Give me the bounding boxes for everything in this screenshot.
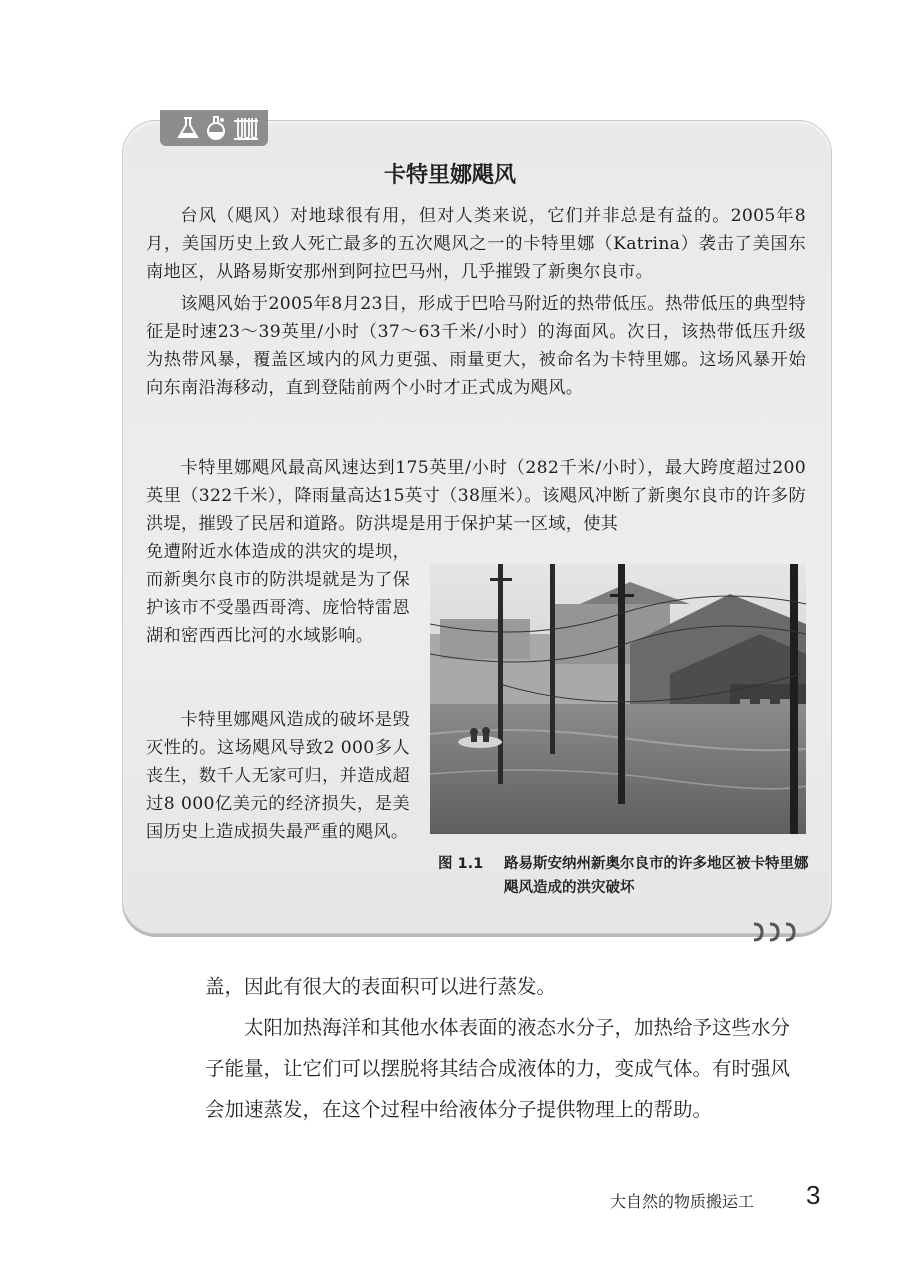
sidebar-paragraph-3: 卡特里娜飓风最高风速达到175英里/小时（282千米/小时），最大跨度超过200英里（322千米），降雨量高达15英寸（38厘米）。该飓风冲断了新奥尔良市的许多防洪堤，摧毁了民居和道路。防洪堤是用于保护某一区域，使其 [146, 458, 806, 534]
test-tubes-icon [232, 115, 260, 141]
sidebar-paragraph-3-continued: 免遭附近水体造成的洪灾的堤坝，而新奥尔良市的防洪堤就是为了保护该市不受墨西哥湾、庞恰特雷恩湖和密西西比河的水域影响。 [146, 542, 410, 646]
body-paragraph-1: 盖，因此有很大的表面积可以进行蒸发。 [205, 975, 557, 998]
body-paragraph-2: 太阳加热海洋和其他水体表面的液态水分子，加热给予这些水分子能量，让它们可以摆脱将其结合成液体的力，变成气体。有时强风会加速蒸发，在这个过程中给液体分子提供物理上的帮助。 [205, 1016, 791, 1121]
sidebar-title: 卡特里娜飓风 [383, 163, 516, 188]
figure-caption-text: 路易斯安纳州新奥尔良市的许多地区被卡特里娜飓风造成的洪灾破坏 [504, 856, 809, 896]
sidebar-paragraph-4: 卡特里娜飓风造成的破坏是毁灭性的。这场飓风导致2 000多人丧生，数千人无家可归，并造成超过8 000亿美元的经济损失，是美国历史上造成损失最严重的飓风。 [146, 710, 410, 842]
binder-clips-icon [750, 920, 800, 946]
icon-tab [160, 110, 268, 146]
sidebar-paragraph-2: 该飓风始于2005年8月23日，形成于巴哈马附近的热带低压。热带低压的典型特征是时速23～39英里/小时（37～63千米/小时）的海面风。次日，该热带低压升级为热带风暴，覆盖区域内的风力更强、雨量更大，被命名为卡特里娜。这场风暴开始向东南沿海移动，直到登陆前两个小时才正式成为飓风。 [146, 294, 806, 398]
flood-photo [430, 564, 806, 834]
figure-number: 图 1.1 [438, 856, 484, 872]
page-number: 3 [806, 1180, 821, 1210]
running-footer-title: 大自然的物质搬运工 [610, 1192, 755, 1211]
round-flask-icon [204, 115, 228, 141]
flask-icon [176, 116, 200, 140]
sidebar-paragraph-1: 台风（飓风）对地球很有用，但对人类来说，它们并非总是有益的。2005年8月，美国历史上致人死亡最多的五次飓风之一的卡特里娜（Katrina）袭击了美国东南地区，从路易斯安那州到阿拉巴马州，几乎摧毁了新奥尔良市。 [146, 206, 806, 282]
